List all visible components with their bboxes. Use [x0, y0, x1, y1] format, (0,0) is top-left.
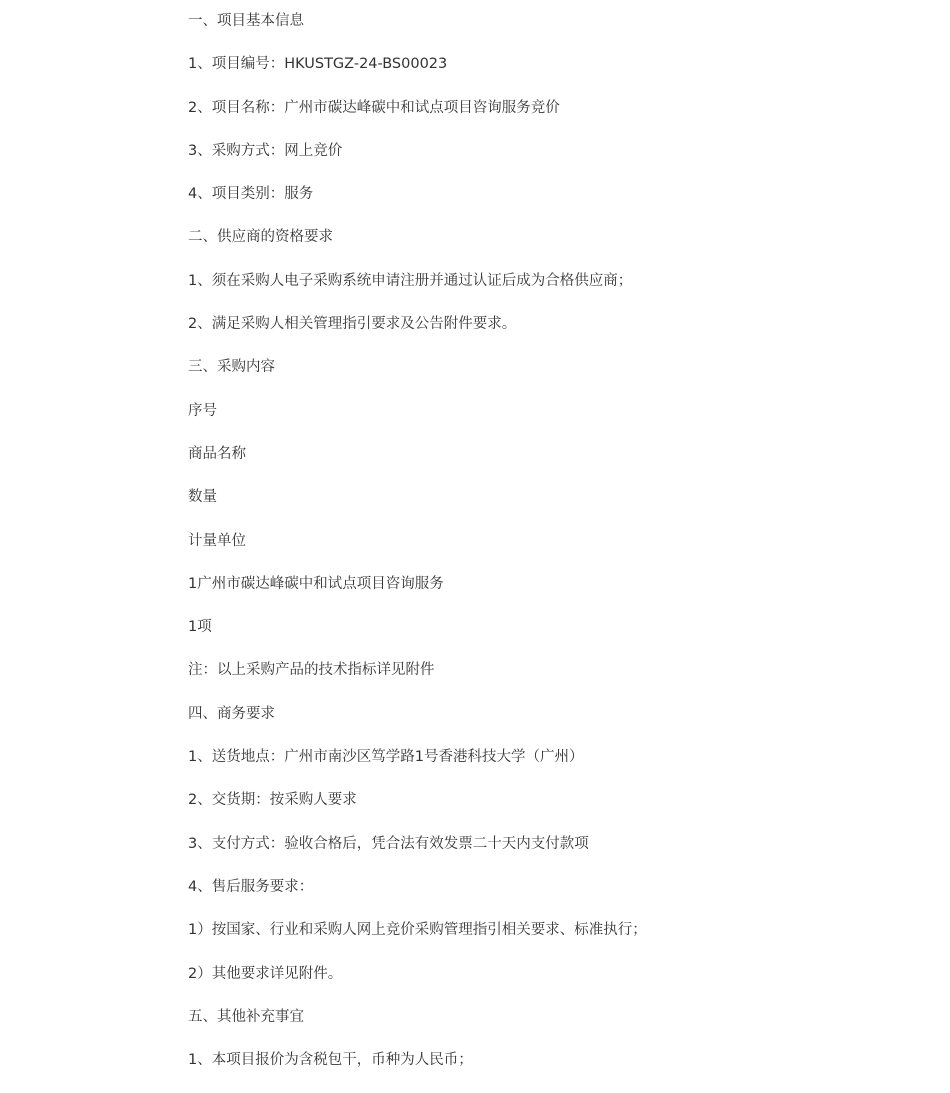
section-heading-basic-info: 一、项目基本信息: [188, 13, 304, 29]
section-heading-other-matters: 五、其他补充事宜: [188, 1008, 304, 1025]
delivery-period: 2、交货期：按采购人要求: [188, 792, 357, 809]
qualification-item-1: 1、须在采购人电子采购系统申请注册并通过认证后成为合格供应商；: [188, 272, 633, 289]
other-matter-item-1: 1、本项目报价为含税包干，币种为人民币；: [188, 1052, 473, 1069]
project-name: 2、项目名称：广州市碳达峰碳中和试点项目咨询服务竞价: [188, 99, 560, 116]
after-sales-item-2: 2）其他要求详见附件。: [188, 965, 343, 982]
after-sales-item-1: 1）按国家、行业和采购人网上竞价采购管理指引相关要求、标准执行；: [188, 922, 647, 939]
section-heading-commercial-requirements: 四、商务要求: [188, 705, 275, 722]
after-sales-heading: 4、售后服务要求：: [188, 878, 314, 895]
section-heading-procurement-content: 三、采购内容: [188, 359, 275, 376]
procurement-note: 注：以上采购产品的技术指标详见附件: [188, 662, 435, 679]
procurement-method: 3、采购方式：网上竞价: [188, 142, 343, 159]
project-category: 4、项目类别：服务: [188, 186, 314, 203]
payment-method: 3、支付方式：验收合格后，凭合法有效发票二十天内支付款项: [188, 835, 589, 852]
item-row-product: 1广州市碳达峰碳中和试点项目咨询服务: [188, 575, 444, 592]
column-label-quantity: 数量: [188, 489, 217, 506]
announcement-body: [188, 11, 908, 1093]
section-heading-supplier-qualifications: 二、供应商的资格要求: [188, 229, 333, 246]
column-label-serial: 序号: [188, 402, 217, 419]
project-number: 1、项目编号：HKUSTGZ-24-BS00023: [188, 56, 448, 73]
qualification-item-2: 2、满足采购人相关管理指引要求及公告附件要求。: [188, 316, 517, 333]
column-label-unit: 计量单位: [188, 532, 246, 549]
delivery-location: 1、送货地点：广州市南沙区笃学路1号香港科技大学（广州）: [188, 749, 584, 766]
item-row-quantity-unit: 1项: [188, 619, 212, 636]
column-label-product-name: 商品名称: [188, 445, 246, 462]
